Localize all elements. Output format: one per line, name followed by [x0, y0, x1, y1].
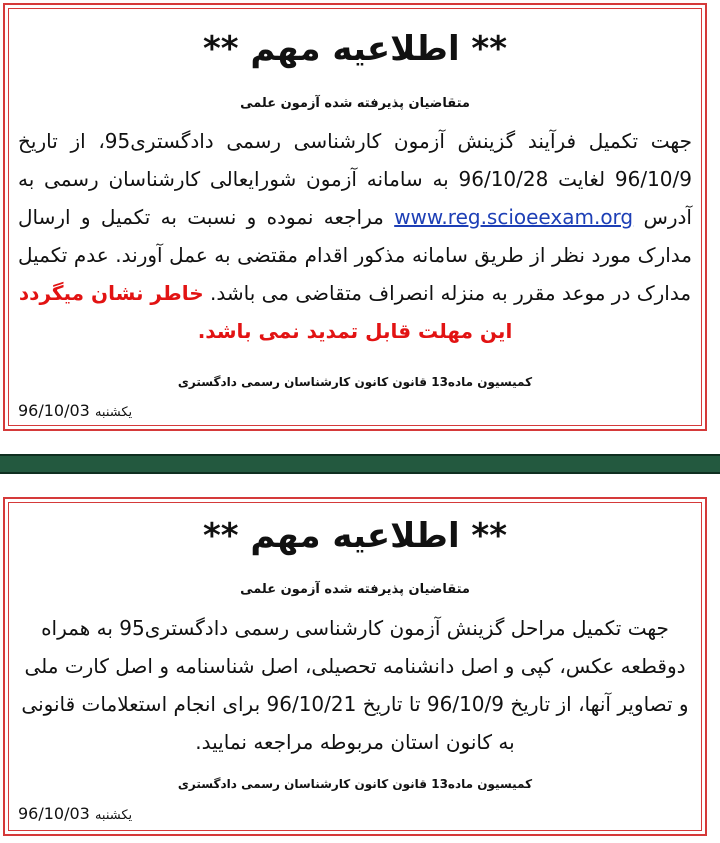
notice-card-2 — [3, 497, 707, 836]
registration-link[interactable]: www.reg.scioeexam.org — [394, 205, 634, 229]
notice-date-row — [18, 401, 132, 423]
notice-date-row — [18, 804, 132, 826]
notice-body — [18, 122, 692, 350]
notice-weekday: یکشنبه — [94, 808, 133, 823]
emphasis-text-1: خاطر نشان میگردد — [18, 281, 204, 305]
notice-signature: کمیسیون ماده13 قانون کانون کارشناسان رسمی دادگستری — [177, 777, 533, 791]
notice-addressee: متقاضیان پذیرفته شده آزمون علمی — [240, 582, 470, 597]
body-text-part-2: مراجعه نموده و نسبت به تکمیل و ارسال مدارک مورد نظر از طریق سامانه مذکور اقدام مقتضی به عمل آورند. عدم تکمیل مدارک در موعد مقرر به منزله انصراف متقاضی می باشد. — [18, 205, 692, 305]
notice-date: 96/10/03 — [18, 804, 90, 823]
notice-weekday: یکشنبه — [94, 405, 133, 420]
emphasis-text-2: این مهلت قابل تمدید نمی باشد. — [197, 319, 513, 343]
notice-title: ** اطلاعیه مهم ** — [202, 29, 507, 69]
section-divider — [0, 454, 720, 474]
notice-addressee: متقاضیان پذیرفته شده آزمون علمی — [240, 96, 470, 111]
notice-body: جهت تکمیل مراحل گزینش آزمون کارشناسی رسمی دادگستری95 به همراه دوقطعه عکس، کپی و اصل دانشنامه تحصیلی، اصل شناسنامه و اصل کارت ملی و تصاویر آنها، از تاریخ 96/10/9 تا تاریخ 96/10/21 برای انجام استعلامات قانونی به کانون استان مربوطه مراجعه نمایید. — [21, 616, 689, 754]
notice-card-1 — [3, 3, 707, 431]
notice-date: 96/10/03 — [18, 401, 90, 420]
body-text-part-1: جهت تکمیل فرآیند گزینش آزمون کارشناسی رسمی دادگستری95، از تاریخ 96/10/9 لغایت 96/10/28 به سامانه آزمون شورایعالی کارشناسان رسمی به آدرس — [18, 129, 692, 229]
notice-signature: کمیسیون ماده13 قانون کانون کارشناسان رسمی دادگستری — [177, 375, 533, 389]
notice-title: ** اطلاعیه مهم ** — [202, 516, 507, 556]
